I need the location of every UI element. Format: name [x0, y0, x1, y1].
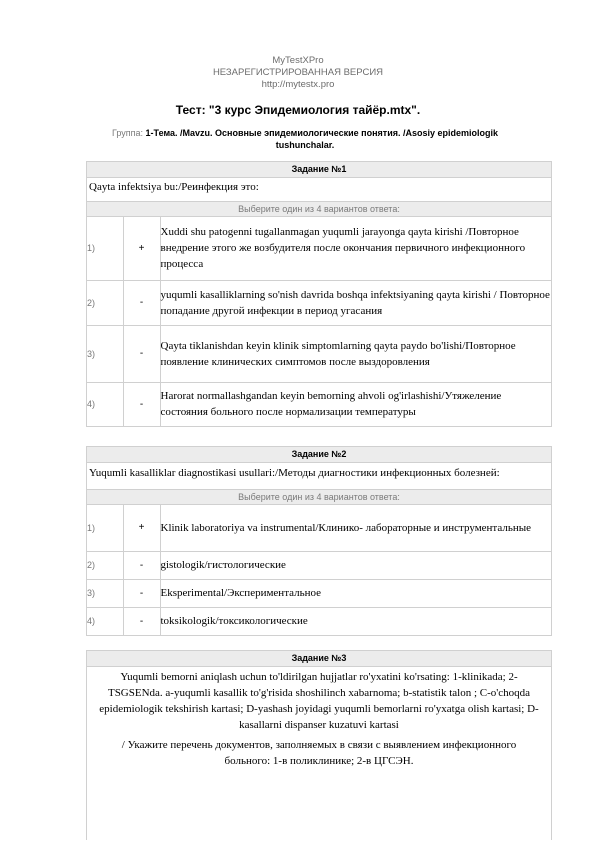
answer-mark: - — [123, 325, 160, 382]
answer-row[interactable] — [87, 325, 551, 382]
answer-row[interactable] — [87, 505, 551, 551]
answer-mark: - — [123, 280, 160, 325]
task-question: Qayta infektsiya bu:/Реинфекция это: — [87, 178, 551, 202]
task-title: Задание №2 — [87, 447, 551, 463]
answer-mark: - — [123, 551, 160, 579]
answer-text: yuqumli kasalliklarning so'nish davrida boshqa infektsiyaning qayta kirishi / Повторное попадание другой инфекции в период угасания — [160, 280, 551, 325]
answer-number: 4) — [87, 382, 123, 426]
answer-number: 3) — [87, 579, 123, 607]
answers-table — [87, 505, 551, 635]
task-1 — [86, 161, 552, 427]
task-title: Задание №1 — [87, 162, 551, 178]
answer-text: Harorat normallashgandan keyin bemorning ahvoli og'irlashishi/Утяжеление состояния больного после нормализации температуры — [160, 390, 502, 419]
answer-mark: - — [123, 579, 160, 607]
task-2 — [86, 446, 552, 636]
answer-row[interactable] — [87, 607, 551, 635]
group-line — [90, 127, 520, 151]
choose-instruction: Выберите один из 4 вариантов ответа: — [87, 490, 551, 505]
answer-text: gistologik/гистологические — [160, 551, 551, 579]
answer-number: 3) — [87, 325, 123, 382]
answer-row[interactable] — [87, 551, 551, 579]
answer-mark: - — [123, 607, 160, 635]
answer-mark: - — [123, 382, 160, 426]
answer-row[interactable] — [87, 280, 551, 325]
answer-row[interactable] — [87, 579, 551, 607]
answer-row[interactable] — [87, 217, 551, 280]
choose-instruction: Выберите один из 4 вариантов ответа: — [87, 202, 551, 217]
task-3 — [86, 650, 552, 840]
group-text: 1-Тема. /Mavzu. Основные эпидемиологические понятия. /Asosiy epidemiologik tushunchalar. — [145, 128, 498, 150]
answer-text: Xuddi shu patogenni tugallanmagan yuqumli jarayonga qayta kirishi /Повторное внедрение этого же возбудителя после окончания первичного инфекционного процесса — [160, 217, 551, 280]
answer-number: 1) — [87, 505, 123, 551]
answer-number: 2) — [87, 551, 123, 579]
answer-mark: + — [123, 217, 160, 280]
test-title: Тест: "3 курс Эпидемиология тайёр.mtx". — [175, 103, 421, 117]
answer-text: Qayta tiklanishdan keyin klinik simptomlarning qayta paydo bo'lishi/Повторное появление клинических симптомов после выздоровления — [160, 325, 551, 382]
group-label: Группа: — [111, 128, 144, 138]
watermark-line-1: MyTestXPro — [272, 55, 324, 66]
answers-table — [87, 217, 551, 426]
answer-text: Eksperimental/Экспериментальное — [160, 579, 551, 607]
task-question: Yuqumli kasalliklar diagnostikasi usullari:/Методы диагностики инфекционных болезней: — [87, 463, 551, 490]
watermark-line-3: http://mytestx.pro — [261, 79, 335, 90]
answer-number: 2) — [87, 280, 123, 325]
answer-text: Klinik laboratoriya va instrumental/Клинико- лабораторные и инструментальные — [160, 505, 551, 551]
answer-mark: + — [123, 505, 160, 551]
task-question: Yuqumli bemorni aniqlash uchun to'ldirilgan hujjatlar ro'yxatini ko'rsating: 1-klinikada; 2-TSGSENda. a-yuqumli kasallik to'g'risida shoshilinch xabarnoma; b-statistik talon ; C-o'choqda epidemiologik tekshirish kartasi; D-yashash joyidagi yuqumli bemorlarni ro'yxatga olish kartasi; D-kasallarni dispanser kuzatuvi kartasi — [99, 671, 539, 731]
answer-number: 4) — [87, 607, 123, 635]
task-title: Задание №3 — [87, 651, 551, 667]
answer-text: toksikologik/токсикологические — [160, 615, 308, 628]
answer-row[interactable] — [87, 382, 551, 426]
task-question-russian: / Укажите перечень документов, заполняемых в связи с выявлением инфекционного больного: 1-в поликлинике; 2-в ЦГСЭН. — [121, 739, 517, 767]
watermark-line-2: НЕЗАРЕГИСТРИРОВАННАЯ ВЕРСИЯ — [212, 67, 384, 78]
answer-number: 1) — [87, 217, 123, 280]
